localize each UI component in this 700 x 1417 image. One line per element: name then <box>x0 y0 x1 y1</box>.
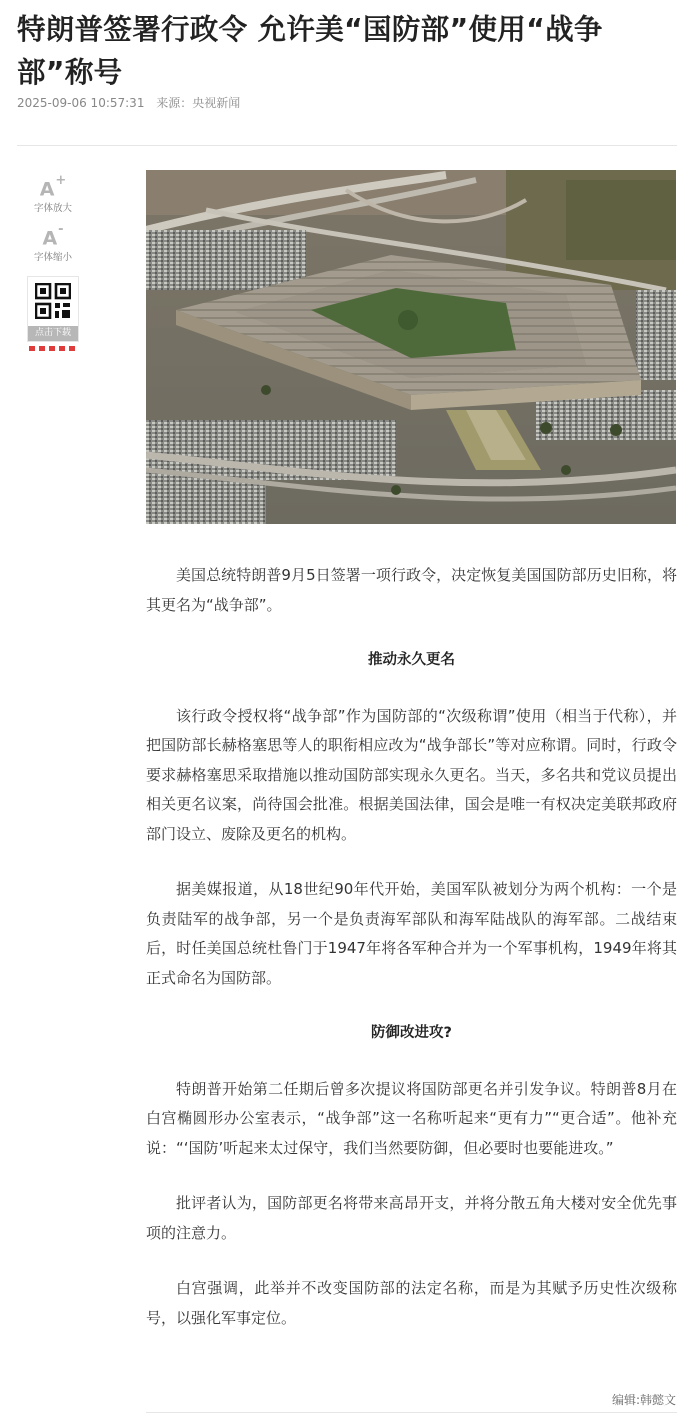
article-title: 特朗普签署行政令 允许美“国防部”使用“战争部”称号 <box>17 13 603 89</box>
article-body <box>146 561 677 1333</box>
paragraph: 据美媒报道，从18世纪90年代开始，美国军队被划分为两个机构：一个是负责陆军的战争部，另一个是负责海军部队和海军陆战队的海军部。二战结束后，时任美国总统杜鲁门于1947年将各军种合并为一个军事机构，1949年将其正式命名为国防部。 <box>146 880 677 987</box>
font-decrease-icon: A- <box>42 222 64 250</box>
app-download-qr[interactable] <box>27 276 79 342</box>
font-decrease-button[interactable] <box>27 223 79 265</box>
article-photo <box>146 170 676 524</box>
font-increase-button[interactable] <box>27 174 79 216</box>
publish-datetime: 2025-09-06 10:57:31 <box>17 96 145 110</box>
font-increase-label: 字体放大 <box>33 203 72 215</box>
paragraph: 该行政令授权将“战争部”作为国防部的“次级称谓”使用（相当于代称），并把国防部长赫格塞思等人的职衔相应改为“战争部长”等对应称谓。同时，行政令要求赫格塞思采取措施以推动国防部实现永久更名。当天，多名共和党议员提出相关更名议案，尚待国会批准。根据美国法律，国会是唯一有权决定美联邦政府部门设立、废除及更名的机构。 <box>146 706 677 843</box>
section-heading: 防御改进攻? <box>371 1025 452 1041</box>
qr-code-icon <box>35 283 71 319</box>
pentagon-aerial-photo <box>146 170 676 524</box>
paragraph: 特朗普开始第二任期后曾多次提议将国防部更名并引发争议。特朗普8月在白宫椭圆形办公室表示，“战争部”这一名称听起来“更有力”“更合适”。他补充说：“‘国防’听起来太过保守，我们当然要防御，但必要时也要能进攻。” <box>146 1079 677 1157</box>
side-accent <box>29 346 75 351</box>
font-increase-icon: A+ <box>39 173 67 201</box>
qr-download-label: 点击下载 <box>28 326 78 341</box>
article-source: 来源：央视新闻 <box>156 96 241 110</box>
paragraph: 美国总统特朗普9月5日签署一项行政令，决定恢复美国国防部历史旧称，将其更名为“战争部”。 <box>146 566 677 614</box>
editor-credit: 编辑:韩懿文 <box>611 1393 676 1407</box>
section-heading: 推动永久更名 <box>368 652 455 668</box>
footer-divider <box>146 1412 677 1413</box>
font-decrease-label: 字体缩小 <box>33 252 72 264</box>
paragraph: 批评者认为，国防部更名将带来高昂开支，并将分散五角大楼对安全优先事项的注意力。 <box>146 1194 677 1242</box>
header-divider <box>17 145 677 146</box>
paragraph: 白宫强调，此举并不改变国防部的法定名称，而是为其赋予历史性次级称号，以强化军事定位。 <box>146 1279 677 1327</box>
article-meta <box>17 94 248 112</box>
